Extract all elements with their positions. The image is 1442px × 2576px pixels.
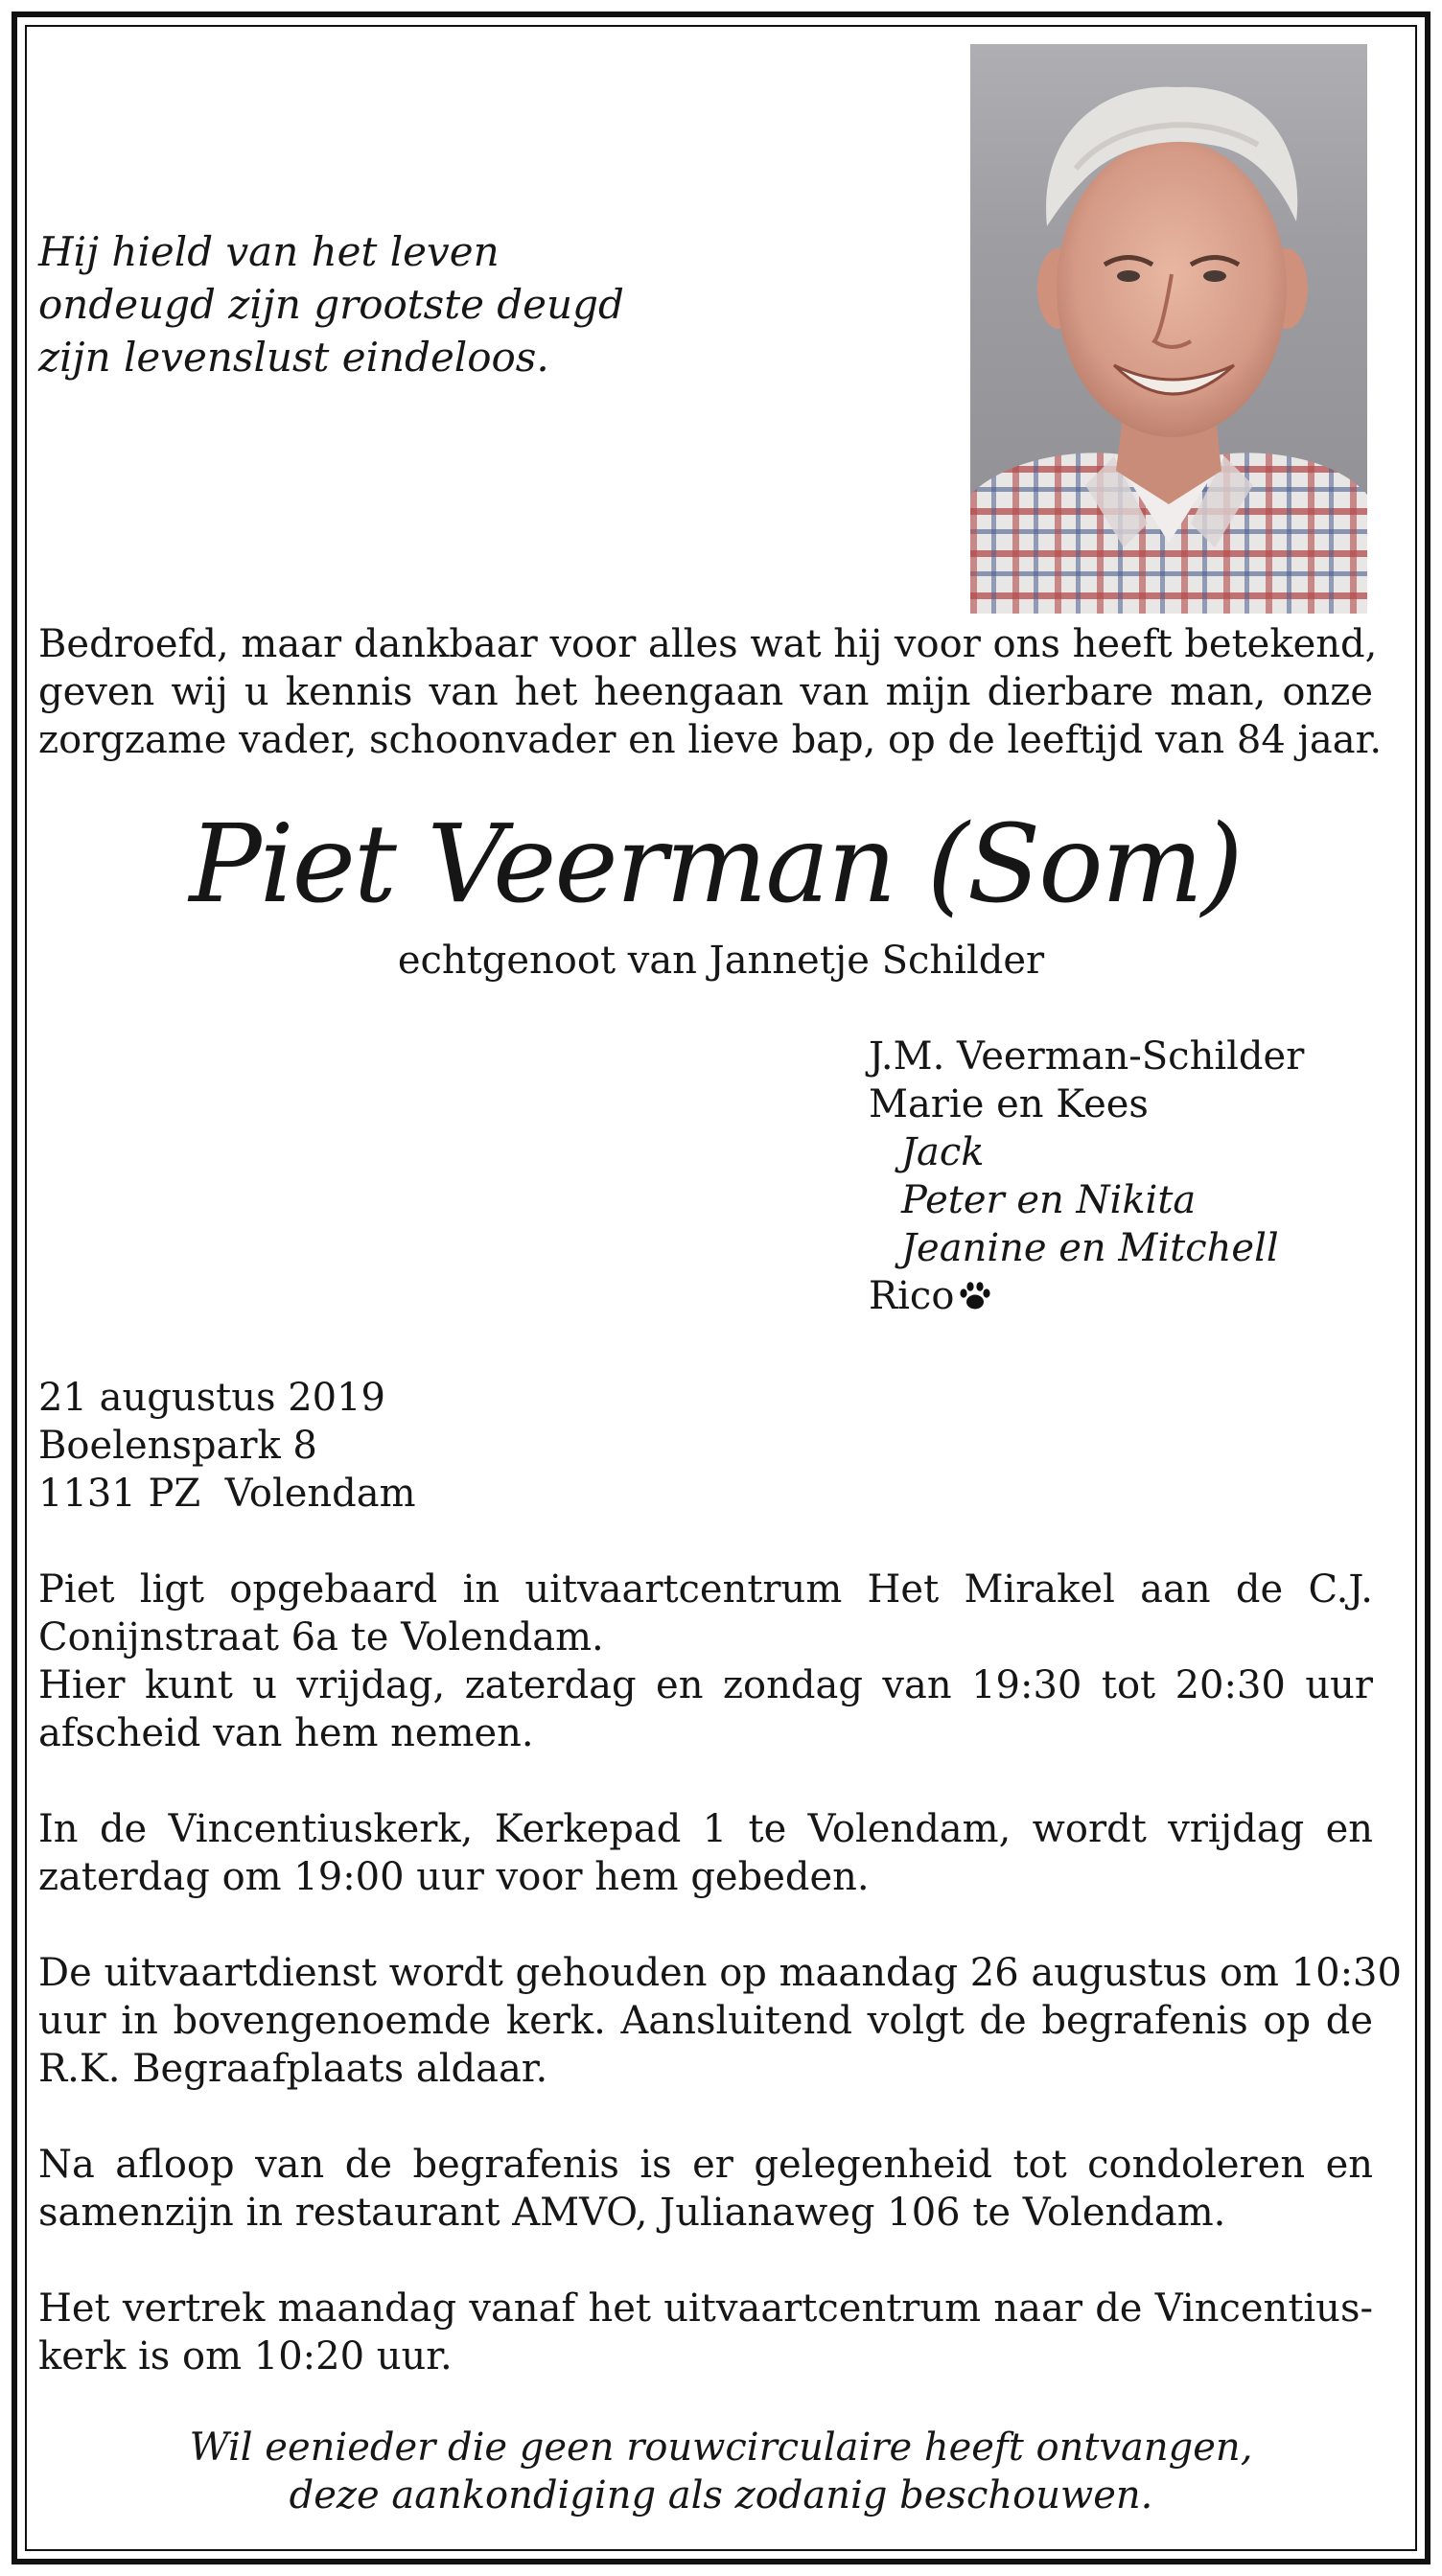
condolence-paragraph	[38, 2141, 1373, 2237]
family-grandchild: Jack	[901, 1130, 985, 1174]
address-block	[38, 1374, 805, 1518]
deceased-name-script	[189, 788, 1242, 941]
viewing-line: Hier kunt u vrijdag, zaterdag en zondag van 19:30 tot 20:30 uur	[38, 1663, 1373, 1707]
service-line: R.K. Begraafplaats aldaar.	[38, 2047, 548, 2091]
departure-line: Het vertrek maandag vanaf het uitvaartcentrum naar de Vincentius-	[38, 2286, 1373, 2331]
intro-line: Bedroefd, maar dankbaar voor alles wat hij voor ons heeft betekend,	[38, 622, 1378, 666]
portrait-photo	[970, 44, 1367, 614]
footer-line: deze aankondiging als zodanig beschouwen.	[289, 2473, 1153, 2518]
deceased-name	[189, 788, 1242, 941]
departure-paragraph	[38, 2285, 1373, 2380]
prayer-line: zaterdag om 19:00 uur voor hem gebeden.	[38, 1855, 870, 1899]
family-children: Marie en Kees	[869, 1082, 1149, 1126]
prayer-paragraph	[38, 1805, 1373, 1901]
intro-line: geven wij u kennis van het heengaan van mijn dierbare man, onze	[38, 670, 1373, 714]
quote-line: Hij hield van het leven	[38, 228, 500, 275]
condolence-line: Na afloop van de begrafenis is er gelegenheid tot condoleren en	[38, 2143, 1373, 2187]
quote-line: ondeugd zijn grootste deugd	[38, 281, 624, 328]
address-street: Boelenspark 8	[38, 1424, 317, 1468]
family-pet	[869, 1272, 1406, 1320]
footer-line: Wil eenieder die geen rouwcirculaire heeft ontvangen,	[189, 2425, 1253, 2470]
quote-line: zijn levenslust eindeloos.	[38, 334, 549, 381]
service-line: De uitvaartdienst wordt gehouden op maandag 26 augustus om 10:30	[38, 1951, 1402, 1995]
family-pet-name: Rico	[869, 1274, 955, 1318]
departure-line: kerk is om 10:20 uur.	[38, 2334, 453, 2379]
spouse-line: echtgenoot van Jannetje Schilder	[397, 939, 1045, 983]
condolence-line: samenzijn in restaurant AMVO, Julianaweg 106 te Volendam.	[38, 2191, 1226, 2235]
viewing-line: Conijnstraat 6a te Volendam.	[38, 1615, 604, 1659]
viewing-paragraph	[38, 1566, 1373, 1757]
intro-paragraph	[38, 620, 1383, 764]
viewing-line: afscheid van hem nemen.	[38, 1711, 534, 1755]
service-paragraph	[38, 1949, 1402, 2093]
viewing-line: Piet ligt opgebaard in uitvaartcentrum Het Mirakel aan de C.J.	[38, 1567, 1373, 1612]
paw-icon	[958, 1275, 992, 1308]
intro-line: zorgzame vader, schoonvader en lieve bap, op de leeftijd van 84 jaar.	[38, 718, 1383, 762]
address-date: 21 augustus 2019	[38, 1376, 385, 1420]
address-city: 1131 PZ Volendam	[38, 1472, 416, 1516]
deceased-name-text: Piet Veerman (Som)	[189, 802, 1242, 927]
family-grandchild: Jeanine en Mitchell	[901, 1226, 1279, 1270]
footer-note	[0, 2424, 1442, 2519]
family-grandchild: Peter en Nikita	[901, 1178, 1197, 1222]
family-list	[869, 1033, 1406, 1320]
prayer-line: In de Vincentiuskerk, Kerkepad 1 te Volendam, wordt vrijdag en	[38, 1807, 1373, 1851]
family-spouse: J.M. Veerman-Schilder	[869, 1034, 1305, 1079]
service-line: uur in bovengenoemde kerk. Aansluitend volgt de begrafenis op de	[38, 1999, 1373, 2043]
portrait-illustration	[970, 44, 1367, 614]
opening-quote	[38, 225, 940, 383]
